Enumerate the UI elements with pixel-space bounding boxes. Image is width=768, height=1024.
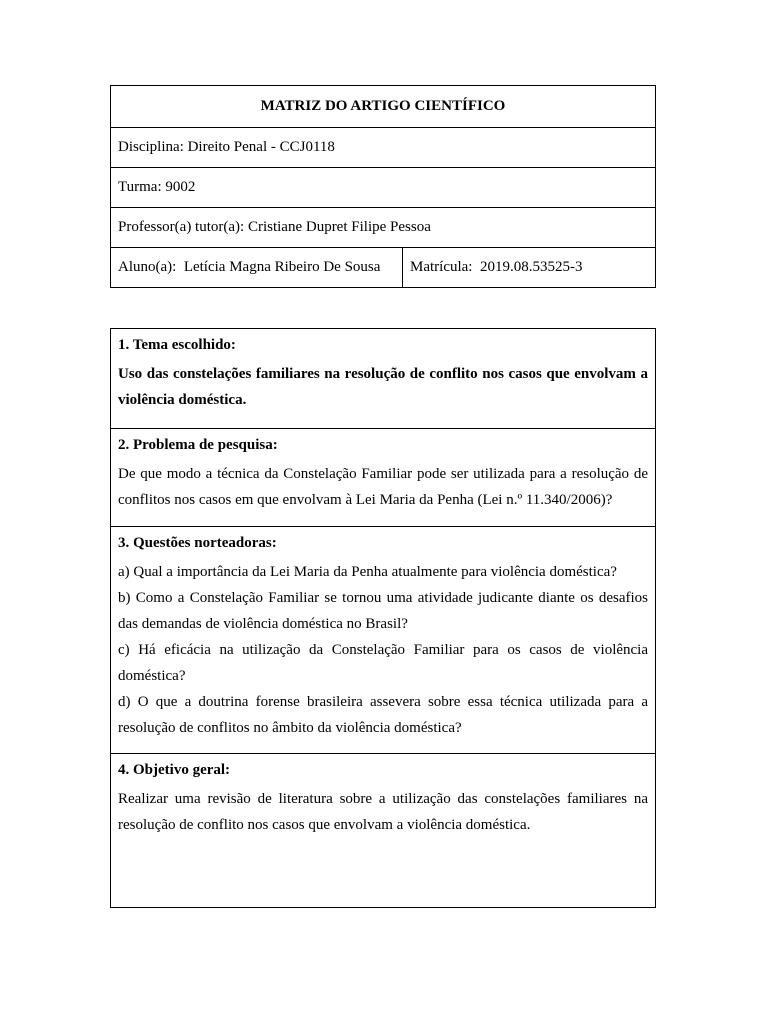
student-row — [111, 247, 655, 287]
professor-field: Professor(a) tutor(a): Cristiane Dupret Filipe Pessoa — [111, 207, 655, 247]
content-table — [110, 328, 656, 908]
section-body: Realizar uma revisão de literatura sobre a utilização das constelações familiares na resolução de conflito nos casos que envolvam a violência doméstica. — [118, 791, 648, 833]
section-title: 3. Questões norteadoras: — [118, 535, 277, 551]
section-title: 2. Problema de pesquisa: — [118, 437, 278, 453]
section-title: 1. Tema escolhido: — [118, 337, 236, 353]
section-title: 4. Objetivo geral: — [118, 762, 231, 778]
section-body: Uso das constelações familiares na resolução de conflito nos casos que envolvam a violência doméstica. — [118, 366, 648, 408]
section-tema — [111, 329, 655, 428]
question-item: a) Qual a importância da Lei Maria da Penha atualmente para violência doméstica? — [118, 564, 617, 580]
matricula-field: Matrícula: 2019.08.53525-3 — [410, 259, 583, 275]
aluno-field: Aluno(a): Letícia Magna Ribeiro De Sousa — [111, 248, 403, 287]
header-table — [110, 85, 656, 288]
section-questoes — [111, 526, 655, 753]
section-body: De que modo a técnica da Constelação Familiar pode ser utilizada para a resolução de conflitos nos casos em que envolvam à Lei Maria da Penha (Lei n.º 11.340/2006)? — [118, 466, 648, 508]
section-objetivo — [111, 753, 655, 907]
turma-field: Turma: 9002 — [111, 167, 655, 207]
question-item: b) Como a Constelação Familiar se tornou uma atividade judicante diante os desafios das demandas de violência doméstica no Brasil? — [118, 590, 648, 632]
document-title: MATRIZ DO ARTIGO CIENTÍFICO — [260, 98, 506, 114]
question-item: d) O que a doutrina forense brasileira assevera sobre essa técnica utilizada para a resolução de conflitos no âmbito da violência doméstica? — [118, 694, 648, 736]
question-item: c) Há eficácia na utilização da Constelação Familiar para os casos de violência doméstica? — [118, 642, 648, 684]
disciplina-field: Disciplina: Direito Penal - CCJ0118 — [111, 127, 655, 167]
section-problema — [111, 428, 655, 526]
